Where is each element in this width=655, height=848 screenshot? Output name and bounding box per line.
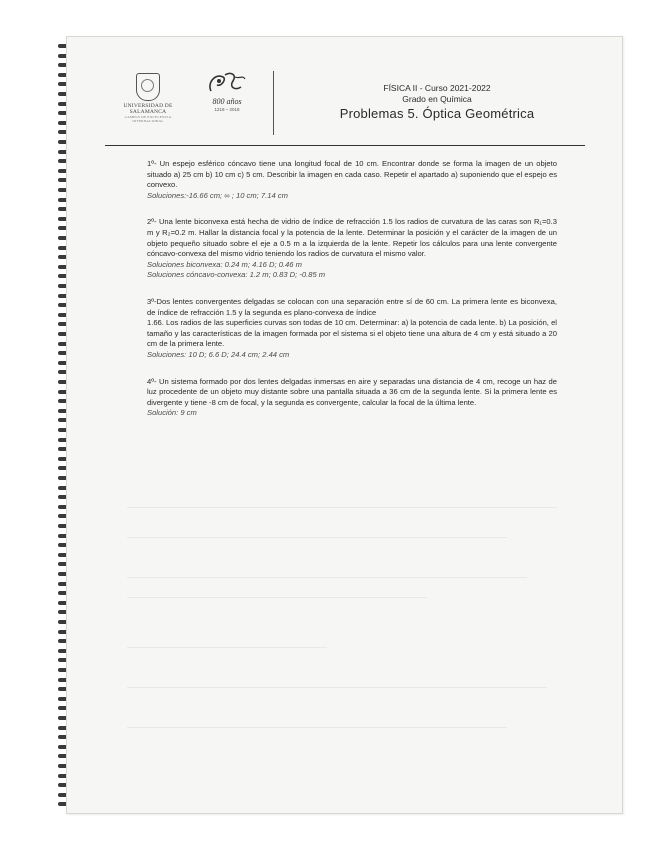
problem-number: 1º <box>147 159 154 168</box>
problem-2 <box>147 217 557 281</box>
problem-list <box>147 159 557 435</box>
problem-text: - Un espejo esférico cóncavo tiene una longitud focal de 10 cm. Encontrar donde se forma la imagen de un objeto situado a) 25 cm b) 10 cm c) 5 cm. Describir la imagen en cada caso. Repetir el apartado a) suponiendo que el espejo es convexo. <box>147 159 557 190</box>
grade-label: Grado en Química <box>402 94 472 104</box>
problem-solution: Soluciones: 10 D; 6.6 D; 24.4 cm; 2.44 cm <box>147 349 290 359</box>
problem-solution: Soluciones cóncavo-convexa: 1.2 m; 0.83 D; -0.85 m <box>147 270 326 280</box>
bleed-through-line <box>127 687 547 688</box>
bleed-through-line <box>127 597 427 598</box>
page-header <box>91 67 591 139</box>
bleed-through-line <box>127 727 507 728</box>
problem-solution: Soluciones biconvexa: 0.24 m; 4.16 D; 0.46 m <box>147 259 302 269</box>
problem-4 <box>147 377 557 419</box>
problem-number: 2º <box>147 217 154 227</box>
anniversary-years: 1218 – 2018 <box>214 107 240 112</box>
document-page <box>66 36 623 814</box>
bleed-through-line <box>127 507 557 508</box>
problem-3 <box>147 297 557 361</box>
university-logo <box>119 73 177 123</box>
header-rule <box>105 145 585 146</box>
anniversary-logo <box>199 69 255 112</box>
problem-solution: Soluciones:-16.66 cm; ∞ ; 10 cm; 7.14 cm <box>147 190 288 200</box>
anniversary-text: 800 años <box>212 97 242 106</box>
problem-1 <box>147 159 557 201</box>
bleed-through-line <box>127 537 507 538</box>
header-divider <box>273 71 274 135</box>
bleed-through-line <box>127 647 327 648</box>
problem-number: 4º <box>147 376 154 386</box>
page-title: Problemas 5. Óptica Geométrica <box>339 106 535 121</box>
anniversary-logo-icon <box>205 69 249 99</box>
university-name: UNIVERSIDAD DE SALAMANCA <box>123 103 173 115</box>
problem-number: 3º <box>147 296 154 306</box>
university-tagline: CAMPUS DE EXCELENCIA INTERNACIONAL <box>124 115 172 123</box>
problem-text: -Dos lentes convergentes delgadas se colocan con una separación entre sí de 60 cm. La primera lente es biconvexa, de índice de refracción 1.5 y la segunda es plano-convexa de índice <box>147 296 557 317</box>
problem-text-continued: 1.66. Los radios de las superficies curvas son todas de 10 cm. Determinar: a) la potencia de cada lente. b) La posición, el tamaño y las características de la imagen formada por el sistema si el objeto tiene una altura de 4 cm y está situado a 20 cm de la primera lente. <box>147 318 557 349</box>
header-titles <box>287 83 587 122</box>
course-label: FÍSICA II - Curso 2021-2022 <box>383 83 491 93</box>
problem-solution: Solución: 9 cm <box>147 408 197 418</box>
problem-text: - Un sistema formado por dos lentes delgadas inmersas en aire y separadas una distancia de 4 cm, recoge un haz de luz procedente de un objeto muy distante sobre una pantalla situada a 36 cm de la segunda lente. Si la primera lente es divergente y tiene -8 cm de focal, y la segunda es convergente, calcular la focal de la última lente. <box>147 376 557 407</box>
problem-text: - Una lente biconvexa está hecha de vidrio de índice de refracción 1.5 los radios de curvatura de las caras son R₁=0.3 m y R₂=0.2 m. Hallar la distancia focal y la potencia de la lente. Determinar la posición y el carácter de la imagen de un objeto pequeño situado sobre el eje a 0.5 m a la izquierda de la lente. Repetir los cálculos para una lente convergente cóncavo-convexa del mismo vidrio teniendo los radios de curvatura el mismo valor. <box>147 217 557 259</box>
bleed-through-line <box>127 577 527 578</box>
university-crest-icon <box>136 73 160 101</box>
